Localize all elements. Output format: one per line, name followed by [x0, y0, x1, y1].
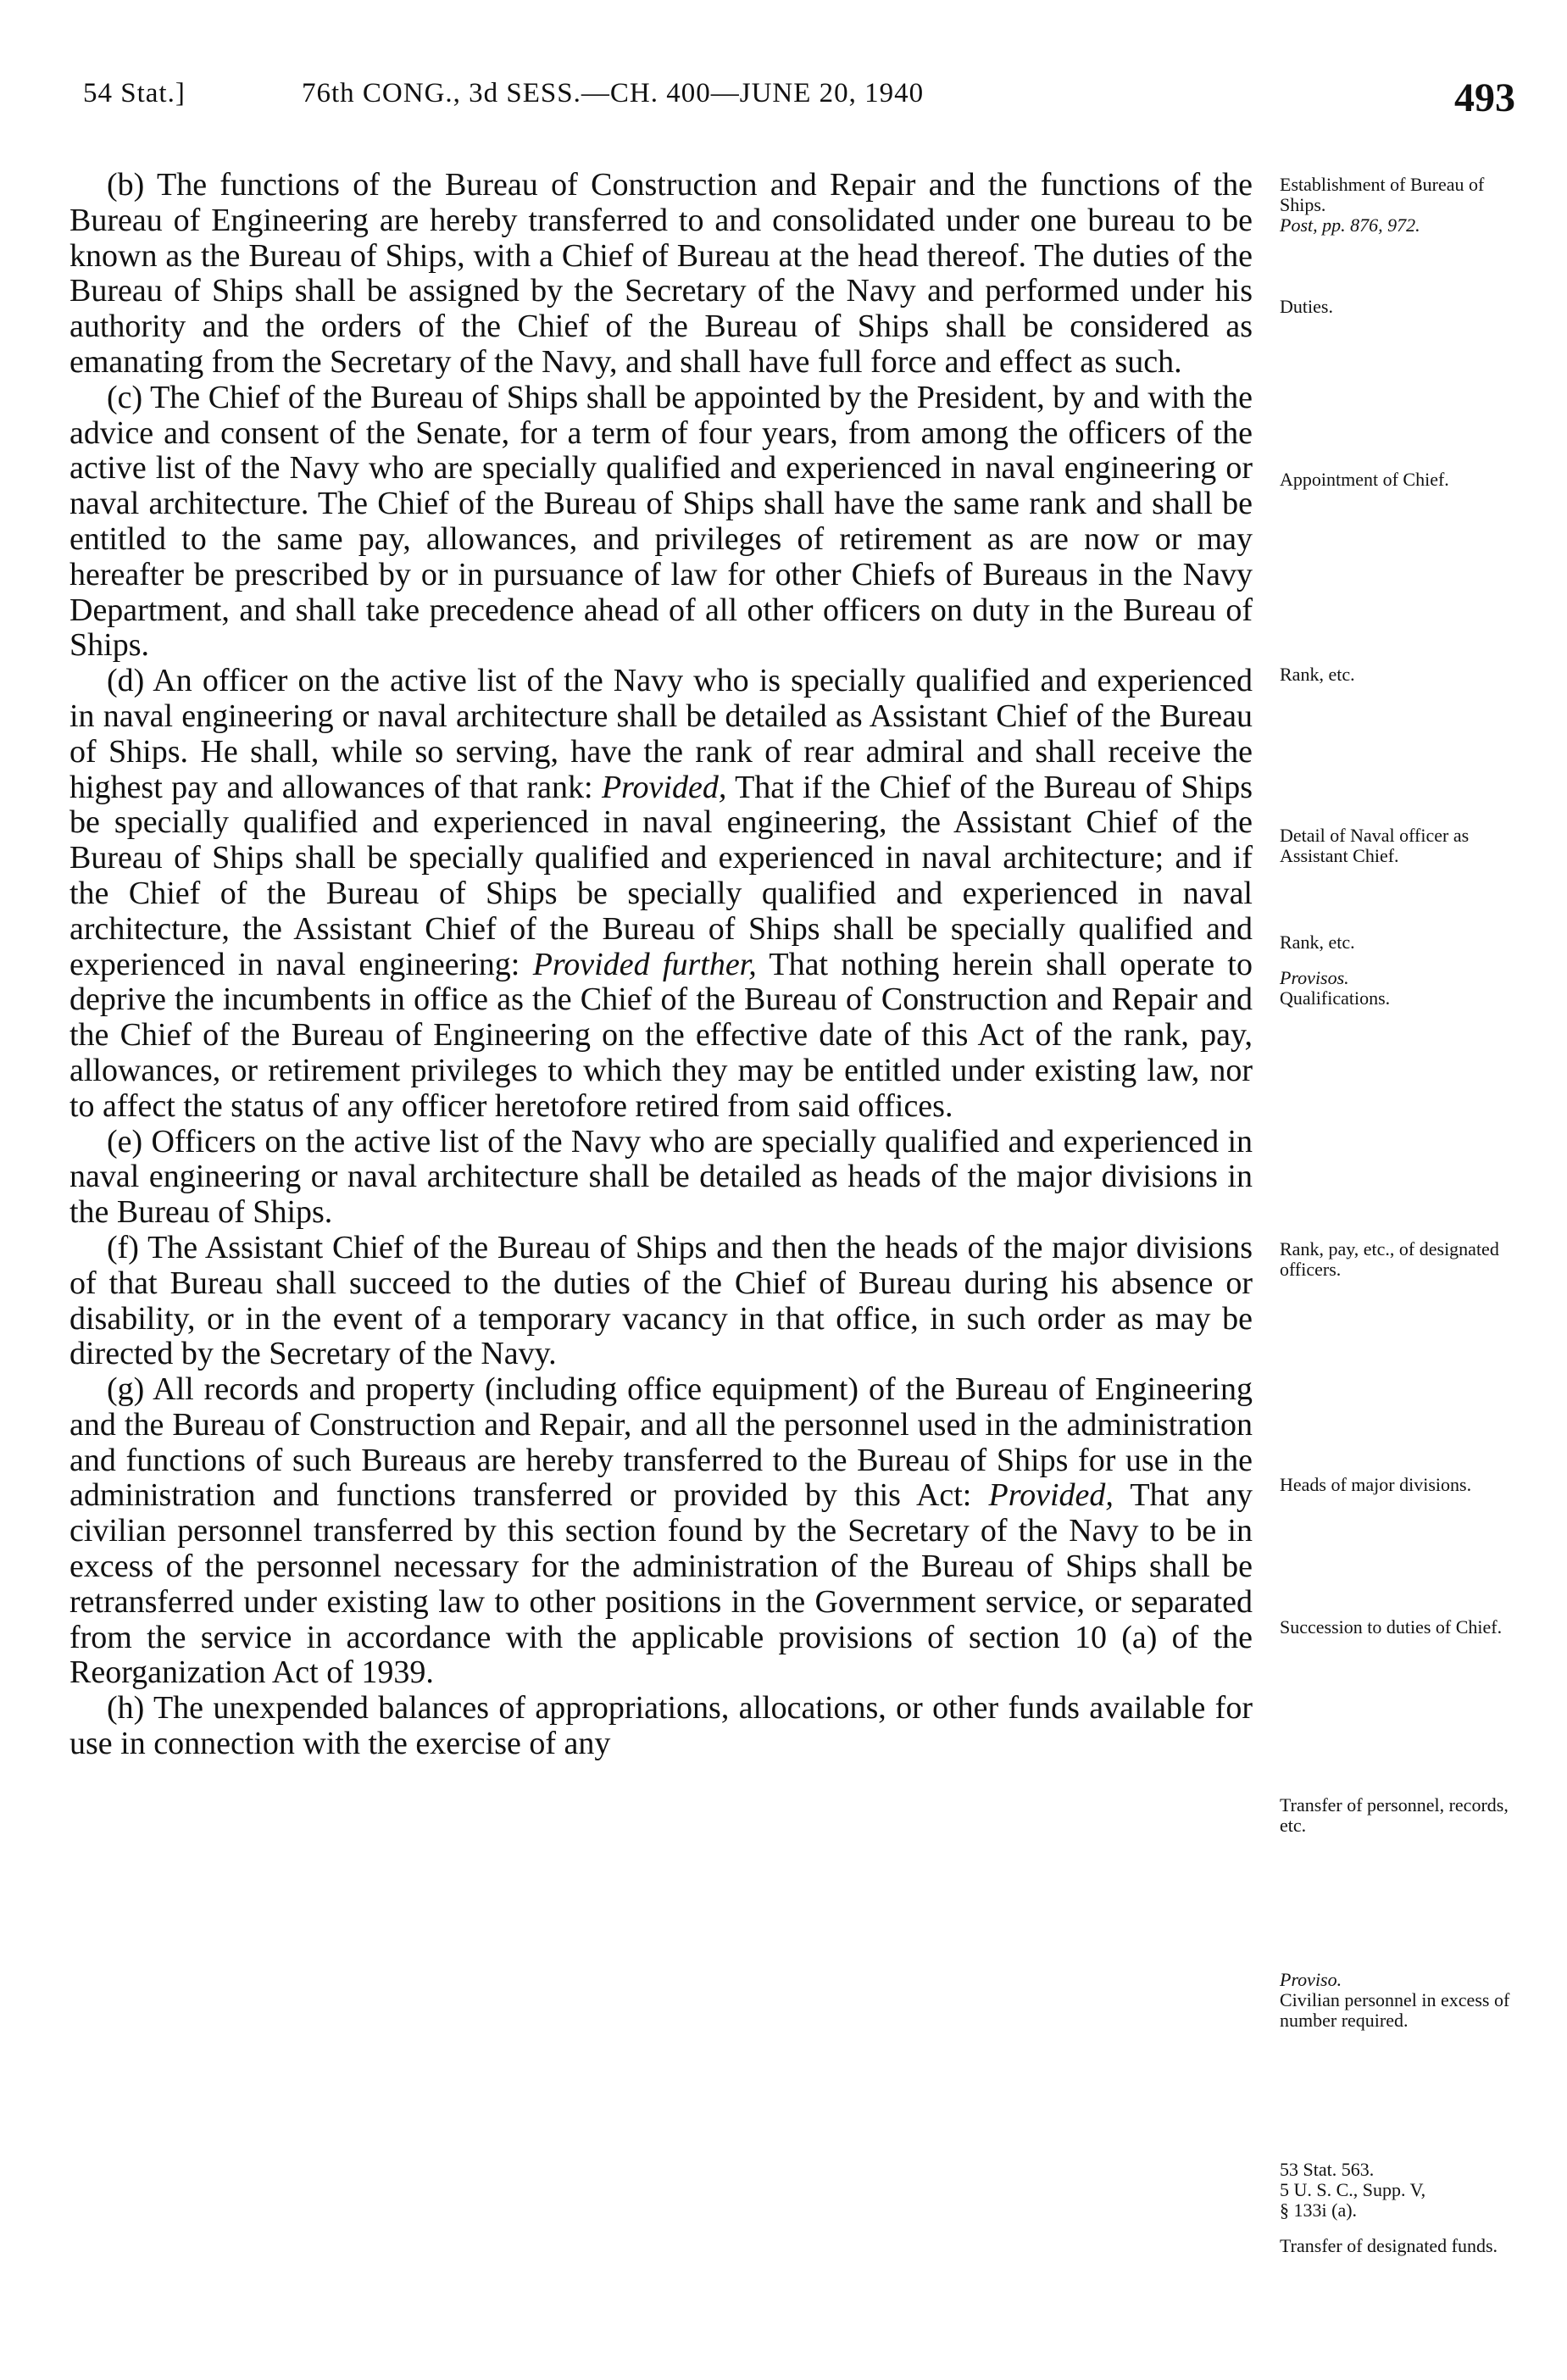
- running-header: [83, 75, 1515, 146]
- margin-transfer-funds: Transfer of designated funds.: [1280, 2235, 1498, 2256]
- margin-duties: Duties.: [1280, 296, 1333, 317]
- paragraph-d-proviso: That if the Chief of the Bureau of Ships be specially qualified and experienced in naval engineering, the Assistant Chief of the Bureau of Ships shall be specially qualified and experienced in naval architecture; and if the Chief of the Bureau of Ships be specially qualified and experienced in naval architecture, the Assistant Chief of the Bureau of Ships shall be specially qualified and experienced in naval engineering:: [69, 769, 1253, 982]
- margin-establishment-title: Establishment of Bureau of Ships.: [1280, 174, 1485, 215]
- margin-note-provisos: [1280, 968, 1525, 1009]
- margin-proviso: Proviso.: [1280, 1969, 1342, 1990]
- page-number: 493: [1454, 75, 1515, 120]
- session-chapter-date: 76th CONG., 3d SESS.—CH. 400—JUNE 20, 1940: [302, 78, 925, 108]
- margin-establishment-ref: Post, pp. 876, 972.: [1280, 214, 1420, 236]
- margin-note-heads: [1280, 1475, 1525, 1495]
- paragraph-d-text: (d) An officer on the active list of the Navy who is specially qualified and experienced in naval engineering or naval architecture shall be detailed as Assistant Chief of the Bureau of Ships. He shall, while so serving, have the rank of rear admiral and shall receive the highest pay and allowances of that rank:: [69, 663, 1253, 805]
- provided-further-italic: Provided further,: [532, 946, 757, 982]
- paragraph-f: (f) The Assistant Chief of the Bureau of Ships and then the heads of the major divisions of that Bureau shall succeed to the duties of the Chief of Bureau during his absence or disability, or in the event of a temporary vacancy in that office, in such order as may be directed by the Secretary of the Navy.: [69, 1229, 1253, 1372]
- margin-detail-assistant: Detail of Naval officer as Assistant Chief.: [1280, 825, 1470, 866]
- margin-succession: Succession to duties of Chief.: [1280, 1616, 1503, 1638]
- margin-stat-ref-3: § 133i (a).: [1280, 2199, 1358, 2221]
- margin-provisos: Provisos.: [1280, 967, 1349, 988]
- margin-note-appointment: [1280, 470, 1525, 490]
- margin-heads-major: Heads of major divisions.: [1280, 1474, 1472, 1495]
- paragraph-c: (c) The Chief of the Bureau of Ships shall be appointed by the President, by and with the advice and consent of the Senate, for a term of four years, from among the officers of the active list of the Navy who are specially qualified and experienced in naval engineering or naval architecture. The Chief of the Bureau of Ships shall have the same rank and shall be entitled to the same pay, allowances, and privileges of retirement as are now or may hereafter be prescribed by or in pursuance of law for other Chiefs of Bureaus in the Navy Department, and shall take precedence ahead of all other officers on duty in the Bureau of Ships.: [69, 379, 1253, 664]
- statute-body: [69, 168, 1253, 1762]
- margin-note-rank-pay: [1280, 1239, 1525, 1280]
- paragraph-d: [69, 664, 1253, 1124]
- margin-stat-ref-1: 53 Stat. 563.: [1280, 2159, 1375, 2180]
- margin-stat-ref-2: 5 U. S. C., Supp. V,: [1280, 2179, 1426, 2200]
- margin-rank-pay-designated: Rank, pay, etc., of designated officers.: [1280, 1238, 1499, 1280]
- margin-rank-etc-1: Rank, etc.: [1280, 664, 1355, 685]
- margin-note-stat-refs: [1280, 2160, 1525, 2221]
- margin-note-transfer-funds: [1280, 2236, 1525, 2256]
- margin-transfer-personnel: Transfer of personnel, records, etc.: [1280, 1794, 1509, 1836]
- margin-rank-etc-2: Rank, etc.: [1280, 931, 1355, 953]
- margin-note-duties: [1280, 297, 1525, 317]
- margin-note-proviso-civilian: [1280, 1970, 1525, 2031]
- paragraph-g-text: (g) All records and property (including office equipment) of the Bureau of Engineering and the Bureau of Construction and Repair, and all the personnel used in the administration and functions of such Bureaus are hereby transferred to the Bureau of Ships for use in the administration and functions transferred or provided by this Act:: [69, 1371, 1253, 1514]
- paragraph-g: [69, 1372, 1253, 1691]
- paragraph-d-further: That nothing herein shall operate to deprive the incumbents in office as the Chief of the Bureau of Construction and Repair and the Chief of the Bureau of Engineering on the effective date of this Act of the rank, pay, allowances, or retirement privileges to which they may be entitled under existing law, nor to affect the status of any officer heretofore retired from said offices.: [69, 946, 1253, 1124]
- margin-appointment: Appointment of Chief.: [1280, 469, 1449, 490]
- paragraph-h: (h) The unexpended balances of appropriations, allocations, or other funds available for use in connection with the exercise of any: [69, 1690, 1253, 1762]
- margin-note-succession: [1280, 1617, 1525, 1638]
- margin-qualifications: Qualifications.: [1280, 987, 1391, 1009]
- provided-italic-g: Provided,: [988, 1477, 1114, 1514]
- margin-note-detail: [1280, 826, 1525, 866]
- statute-volume: 54 Stat.]: [83, 78, 186, 108]
- margin-note-rank-2: [1280, 932, 1525, 953]
- margin-note-rank-1: [1280, 665, 1525, 685]
- margin-civilian-excess: Civilian personnel in excess of number required.: [1280, 1989, 1510, 2031]
- margin-note-establishment: [1280, 175, 1525, 236]
- paragraph-b: (b) The functions of the Bureau of Construction and Repair and the functions of the Bureau of Engineering are hereby transferred to and consolidated under one bureau to be known as the Bureau of Ships, with a Chief of Bureau at the head thereof. The duties of the Bureau of Ships shall be assigned by the Secretary of the Navy and performed under his authority and the orders of the Chief of the Bureau of Ships shall be considered as emanating from the Secretary of the Navy, and shall have full force and effect as such.: [69, 167, 1253, 380]
- paragraph-g-proviso: That any civilian personnel transferred by this section found by the Secretary of the Navy to be in excess of the personnel necessary for the administration of the Bureau of Ships shall be retransferred under existing law to other positions in the Government service, or separated from the service in accordance with the applicable provisions of section 10 (a) of the Reorganization Act of 1939.: [69, 1477, 1253, 1691]
- paragraph-e: (e) Officers on the active list of the Navy who are specially qualified and experienced in naval engineering or naval architecture shall be detailed as heads of the major divisions in the Bureau of Ships.: [69, 1123, 1253, 1231]
- margin-note-transfer-personnel: [1280, 1795, 1525, 1836]
- provided-italic: Provided,: [601, 769, 727, 805]
